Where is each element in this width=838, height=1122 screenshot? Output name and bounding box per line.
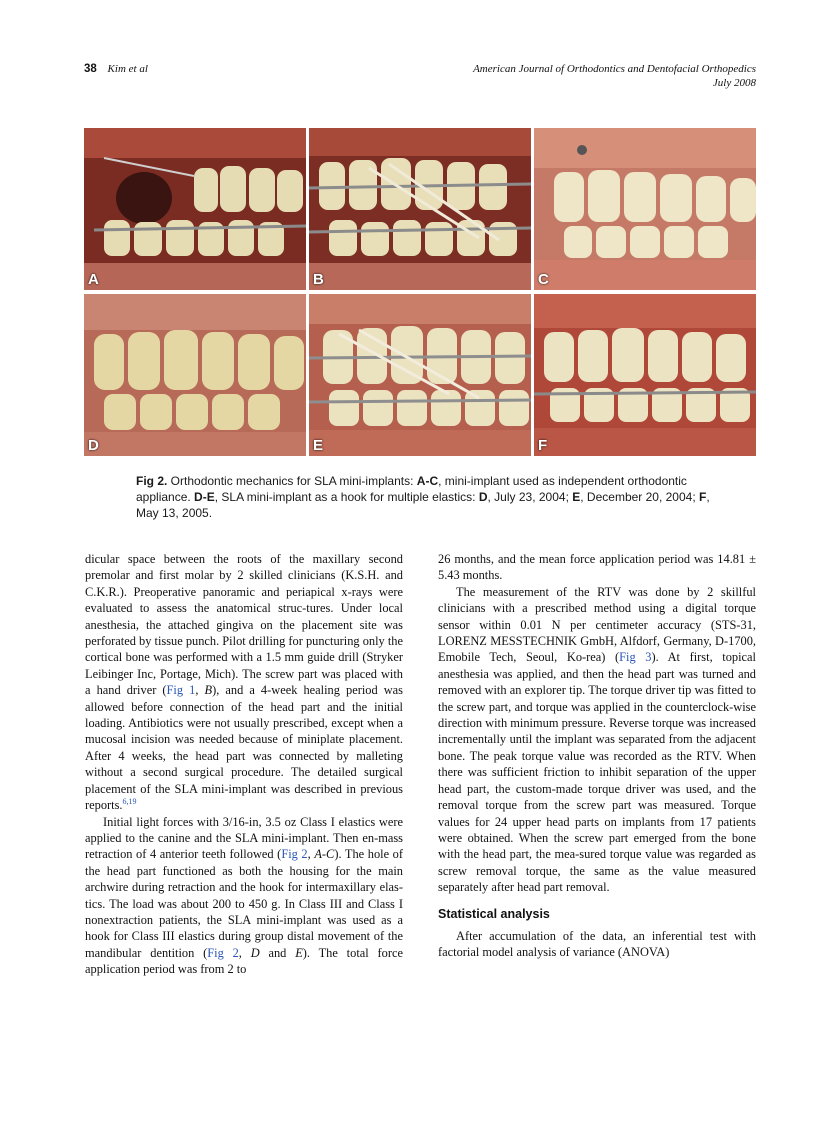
photo-panel-d — [84, 294, 306, 456]
panel-label-a: A — [88, 271, 99, 288]
photo-panel-b — [309, 128, 531, 290]
figure-caption — [136, 473, 716, 521]
section-heading: Statistical analysis — [438, 906, 550, 921]
caption-bold: D — [478, 490, 488, 504]
body-text: and — [259, 945, 296, 960]
caption-text: Orthodontic mechanics for SLA mini-implants: — [167, 474, 417, 488]
caption-bold: A-C — [416, 474, 439, 488]
intraoral-photo-c — [534, 128, 756, 290]
body-text: dicular space between the roots of the maxillary second premolar and first molar by 2 skilled clinicians (K.S.H. and C.K.R.). Preoperative panoramic and periapical x-rays were evaluated to assess the anatomical struc-tures. Under local anesthesia, the attached gingiva on the placement site was perforated by tissue punch. Pilot drilling for puncturing only the cortical bone was performed with a 1.5 mm guide drill (Stryker Leibinger Inc, Portage, Mich). The screw part was placed with a hand driver ( — [85, 552, 403, 698]
caption-text: , December 20, 2004; — [580, 490, 699, 504]
body-paragraph: After accumulation of the data, an inferential test with factorial model analysis of variance (ANOVA) — [438, 928, 756, 960]
photo-panel-f — [534, 294, 756, 456]
body-paragraph — [438, 584, 756, 896]
body-text: Initial light forces with 3/16-in, 3.5 oz Class I elastics were applied to the canine and the SLA mini-implant. Then en-mass retraction of 4 anterior teeth followed ( — [85, 814, 403, 862]
issue-date: July 2008 — [712, 77, 756, 89]
caption-text: , May 13, 2005. — [136, 490, 710, 520]
panel-label-c: C — [538, 271, 549, 288]
left-column — [85, 551, 403, 978]
figure-2 — [84, 128, 756, 456]
caption-bold: D-E — [194, 490, 215, 504]
running-head — [84, 62, 756, 94]
body-text: , — [307, 847, 315, 862]
citation-link[interactable]: 6,19 — [122, 796, 137, 806]
figure-link[interactable]: Fig 3 — [619, 650, 652, 665]
body-text: ). At first, topical anesthesia was applied, and then the head part was turned and removed with an explorer tip. The torque driver tip was fitted to the screw part, and torque was applied in the counterclock-wise direction with minimum pressure. Reverse torque was increased incrementally until the implant was separated from the adjacent bone. The peak torque value was recorded as the RTV. When there was sufficient friction to inhibit separation of the upper head part, the custom-made torque driver was used, and the removal torque from the screw part was measured. Torque values for 24 upper head parts on implants from 17 patients were obtained. When the screw part emerged from the bone with the head part, the mea-sured torque value was regarded as screw removal torque, the same as the value measured separately after head part removal. — [438, 650, 756, 895]
body-text: , — [238, 945, 251, 960]
intraoral-photo-b — [309, 128, 531, 290]
body-paragraph — [85, 814, 403, 978]
body-text: ). The hole of the head part functioned as both the housing for the main archwire during retraction and the hook for intermaxillary elas-tics. The load was about 200 to 450 g. In Class III and Class I nonextraction patients, the SLA mini-implant was used as a hook for Class III elastics during group distal movement of the mandibular dentition ( — [85, 847, 404, 960]
body-text: , — [195, 683, 205, 698]
panel-ref: E — [295, 945, 303, 960]
caption-bold: F — [699, 490, 707, 504]
intraoral-photo-a — [84, 128, 306, 290]
right-column — [438, 551, 756, 961]
intraoral-photo-e — [309, 294, 531, 456]
running-head-right — [473, 62, 756, 90]
body-text: The measurement of the RTV was done by 2 skillful clinicians with a prescribed method using a digital torque sensor within 0.01 N per centimeter accuracy (STS-31, LORENZ MESSTECHNIK GmbH, Alfdorf, Germany, D-1700, Emobile Tech, Seoul, Ko-rea) ( — [438, 584, 756, 665]
intraoral-photo-f — [534, 294, 756, 456]
figure-link[interactable]: Fig 2 — [207, 945, 239, 960]
photo-panel-a — [84, 128, 306, 290]
journal-title: American Journal of Orthodontics and Dentofacial Orthopedics — [473, 63, 756, 75]
panel-label-f: F — [538, 437, 548, 454]
panel-label-d: D — [88, 437, 99, 454]
author-line: Kim et al — [107, 63, 148, 75]
body-paragraph: 26 months, and the mean force application period was 14.81 ± 5.43 months. — [438, 552, 756, 583]
intraoral-photo-d — [84, 294, 306, 456]
caption-label: Fig 2. — [136, 474, 168, 488]
body-paragraph — [85, 551, 403, 814]
panel-ref: D — [250, 945, 260, 960]
body-text: ), and a 4-week healing period was allowed before connection of the head part and the initial loading. Antibiotics were not usually prescribed, except when a mucosal incision was needed because of miniplate placement. After 4 weeks, the head part was connected by malleting without a second surgical procedure. The detailed surgical placement of the SLA mini-implant was described in previous reports. — [85, 683, 404, 813]
panel-ref: B — [204, 683, 213, 698]
page-number: 38 — [84, 63, 97, 75]
panel-ref: A-C — [314, 847, 335, 862]
panel-label-e: E — [313, 437, 324, 454]
figure-link[interactable]: Fig 2 — [281, 847, 308, 862]
running-head-left — [84, 62, 148, 76]
caption-text: , mini-implant used as independent orthodontic appliance. — [136, 474, 687, 504]
body-text: ). The total force application period was from 2 to — [85, 945, 403, 977]
figure-link[interactable]: Fig 1 — [166, 683, 196, 698]
photo-panel-e — [309, 294, 531, 456]
caption-text: , SLA mini-implant as a hook for multiple elastics: — [214, 490, 479, 504]
caption-text: , July 23, 2004; — [487, 490, 573, 504]
photo-panel-c — [534, 128, 756, 290]
caption-bold: E — [572, 490, 581, 504]
panel-label-b: B — [313, 271, 324, 288]
